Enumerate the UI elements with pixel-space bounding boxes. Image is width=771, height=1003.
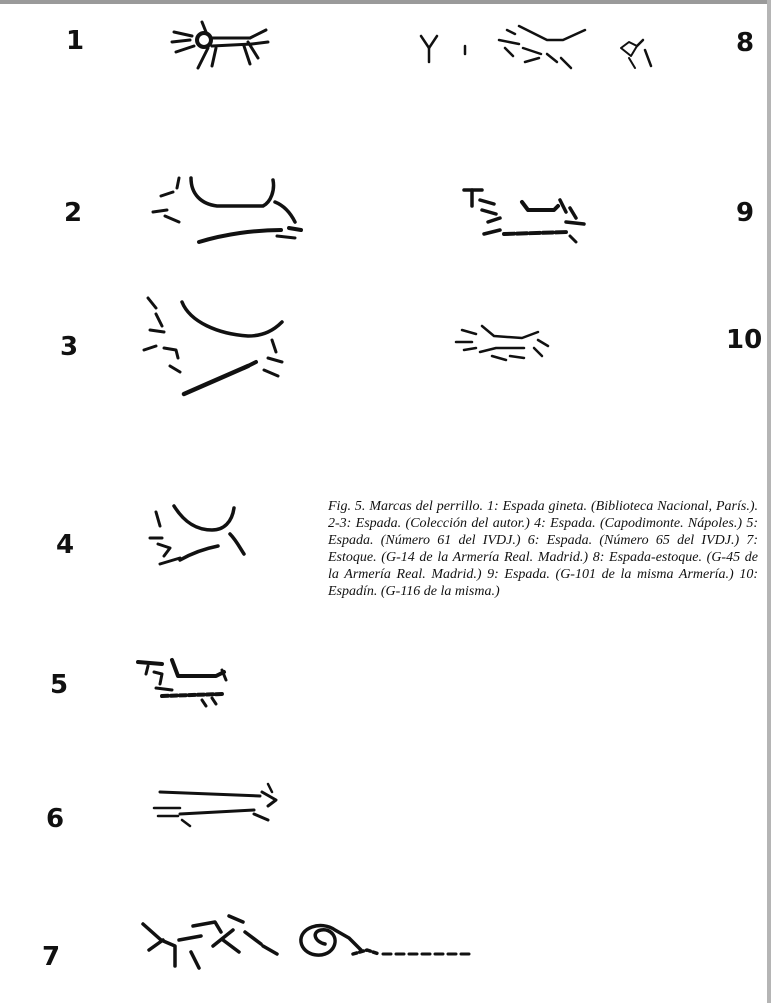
dog-mark-9 <box>460 182 595 244</box>
mark-number-2: 2 <box>64 198 83 228</box>
mark-number-10: 10 <box>726 325 763 355</box>
figure-caption: Fig. 5. Marcas del perrillo. 1: Espada gineta. (Biblioteca Nacional, París.). 2-3: Espada. (Colección del autor.) 4: Espada. (Capodimonte. Nápoles.) 5: Espada. (Número 61 del IVDJ.) 6: Espada. (Número 65 del IVDJ.) 7: Estoque. (G-14 de la Armería Real. Madrid.) 8: Espada-estoque. (G-45 de la Armería Real. Madrid.) 9: Espada. (G-101 de la misma Armería.) 10: Espadín. (G-116 de la misma.) <box>328 499 758 599</box>
dog-mark-10 <box>452 318 552 366</box>
mark-number-4: 4 <box>56 530 75 560</box>
mark-number-9: 9 <box>736 198 755 228</box>
dog-mark-6 <box>150 780 290 832</box>
page-right-border <box>767 0 771 1003</box>
mark-number-5: 5 <box>50 670 69 700</box>
dog-mark-7 <box>135 910 480 980</box>
mark-number-6: 6 <box>46 804 65 834</box>
dog-mark-3 <box>138 292 303 402</box>
mark-number-1: 1 <box>66 26 85 56</box>
mark-number-8: 8 <box>736 28 755 58</box>
dog-mark-5 <box>132 650 242 710</box>
page-top-border <box>0 0 771 4</box>
mark-number-7: 7 <box>42 942 61 972</box>
dog-mark-4 <box>140 500 255 580</box>
dog-mark-2 <box>145 172 310 252</box>
dog-mark-8 <box>415 18 665 80</box>
mark-number-3: 3 <box>60 332 79 362</box>
dog-mark-1 <box>160 12 280 74</box>
